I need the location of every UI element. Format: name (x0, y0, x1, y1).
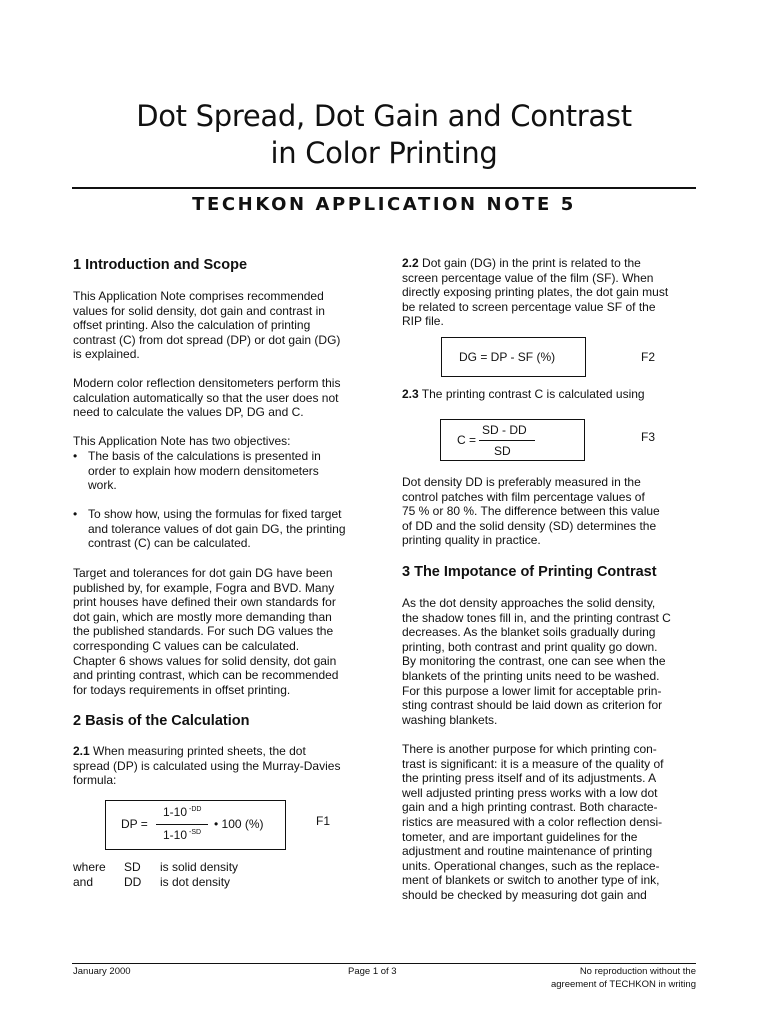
title-line-2: in Color Printing (270, 136, 498, 170)
formula-f3-label: F3 (641, 430, 656, 444)
formula-f2-box (441, 337, 586, 377)
f3-denominator: SD (494, 444, 511, 458)
section-2-heading: 2 Basis of the Calculation (73, 713, 250, 729)
objectives-list (73, 449, 373, 493)
where-definitions: where SD is solid density and DD is dot density (73, 860, 239, 889)
section-2-1-paragraph: 2.1 When measuring printed sheets, the dot spread (DP) is calculated using the Murray-Davies formula: (73, 744, 341, 788)
formula-f1-label: F1 (316, 814, 331, 828)
formula-f2-label: F2 (641, 350, 656, 364)
subtitle: TECHKON APPLICATION NOTE 5 (192, 194, 576, 215)
section-2-2-paragraph: 2.2 Dot gain (DG) in the print is related to the screen percentage value of the film (SF). When directly exposing printing plates, the dot gain must be related to screen percentage value SF of the RIP file. (402, 256, 669, 329)
f1-rhs: • 100 (%) (214, 817, 264, 831)
intro-paragraph-2: Modern color reflection densitometers perform this calculation automatically so that the user does not need to calculate the values DP, DG and C. (73, 376, 341, 420)
f2-formula: DG = DP - SF (%) (459, 350, 556, 364)
section-3-heading: 3 The Impotance of Printing Contrast (402, 564, 657, 580)
f1-lhs: DP = (121, 817, 148, 831)
formula-f3-box (440, 419, 585, 461)
footer-page-number: Page 1 of 3 (348, 966, 397, 977)
section-3-paragraph-1: As the dot density approaches the solid density, the shadow tones fill in, and the printing contrast C decreases. As the blanket soils gradually during printing, both contrast and print quality go down. By monitoring the contrast, one can see when the blankets of the printing units need to be washed. For this purpose a lower limit for acceptable prin- sting contrast should be laid down as criterion for washing blankets. (402, 596, 671, 727)
f1-fraction-bar (156, 824, 208, 825)
section-2-3-paragraph: 2.3 The printing contrast C is calculated using (402, 387, 645, 401)
f1-denominator: 1-10 $^{-SD}$ (163, 828, 202, 842)
intro-paragraph-4: Target and tolerances for dot gain DG have been published by, for example, Fogra and BVD. Many print houses have defined their own standards for dot gain, which are mostly more demanding than the published standards. For such DG values the corresponding C values can be calculated. Chapter 6 shows values for solid density, dot gain and printing contrast, which can be recommended for todays requirements in offset printing. (73, 566, 339, 697)
page-title (0, 98, 768, 172)
dot-density-paragraph: Dot density DD is preferably measured in the control patches with film percentage values of 75 % or 80 %. The difference between this value of DD and the solid density (SD) determines the printing quality in practice. (402, 475, 660, 548)
f3-numerator: SD - DD (482, 423, 527, 437)
objectives-list-2 (73, 507, 373, 551)
f3-fraction-bar (479, 440, 535, 441)
f3-lhs: C = (457, 433, 477, 447)
footer-rule (72, 963, 696, 964)
f1-numerator: 1-10 $^{-DD}$ (163, 805, 202, 819)
list-item: • The basis of the calculations is presented in order to explain how modern densitometers work. (73, 449, 373, 493)
section-3-paragraph-2: There is another purpose for which printing con- trast is significant: it is a measure of the quality of the printing press itself and of its adjustments. A well adjusted printing press works with a low dot gain and a high printing contrast. Both characte- ristics are measured with a color reflection densi- tometer, and are important guidelines for the adjustment and routine maintenance of printing units. Operational changes, such as the replace- ment of blankets or switch to another type of ink, should be checked by measuring dot gain and (402, 742, 664, 902)
footer-notice: No reproduction without the agreement of TECHKON in writing (550, 966, 696, 990)
list-item: • To show how, using the formulas for fixed target and tolerance values of dot gain DG, the printing contrast (C) can be calculated. (73, 507, 373, 551)
section-1-heading: 1 Introduction and Scope (73, 257, 248, 273)
footer-date: January 2000 (73, 966, 131, 977)
objectives-intro: This Application Note has two objectives: (73, 434, 291, 448)
title-line-1: Dot Spread, Dot Gain and Contrast (136, 99, 632, 133)
intro-paragraph-1: This Application Note comprises recommended values for solid density, dot gain and contrast in offset printing. Also the calculation of printing contrast (C) from dot spread (DP) or dot gain (DG) is explained. (73, 289, 341, 362)
title-rule (72, 187, 696, 189)
formula-f1-box (105, 800, 286, 850)
